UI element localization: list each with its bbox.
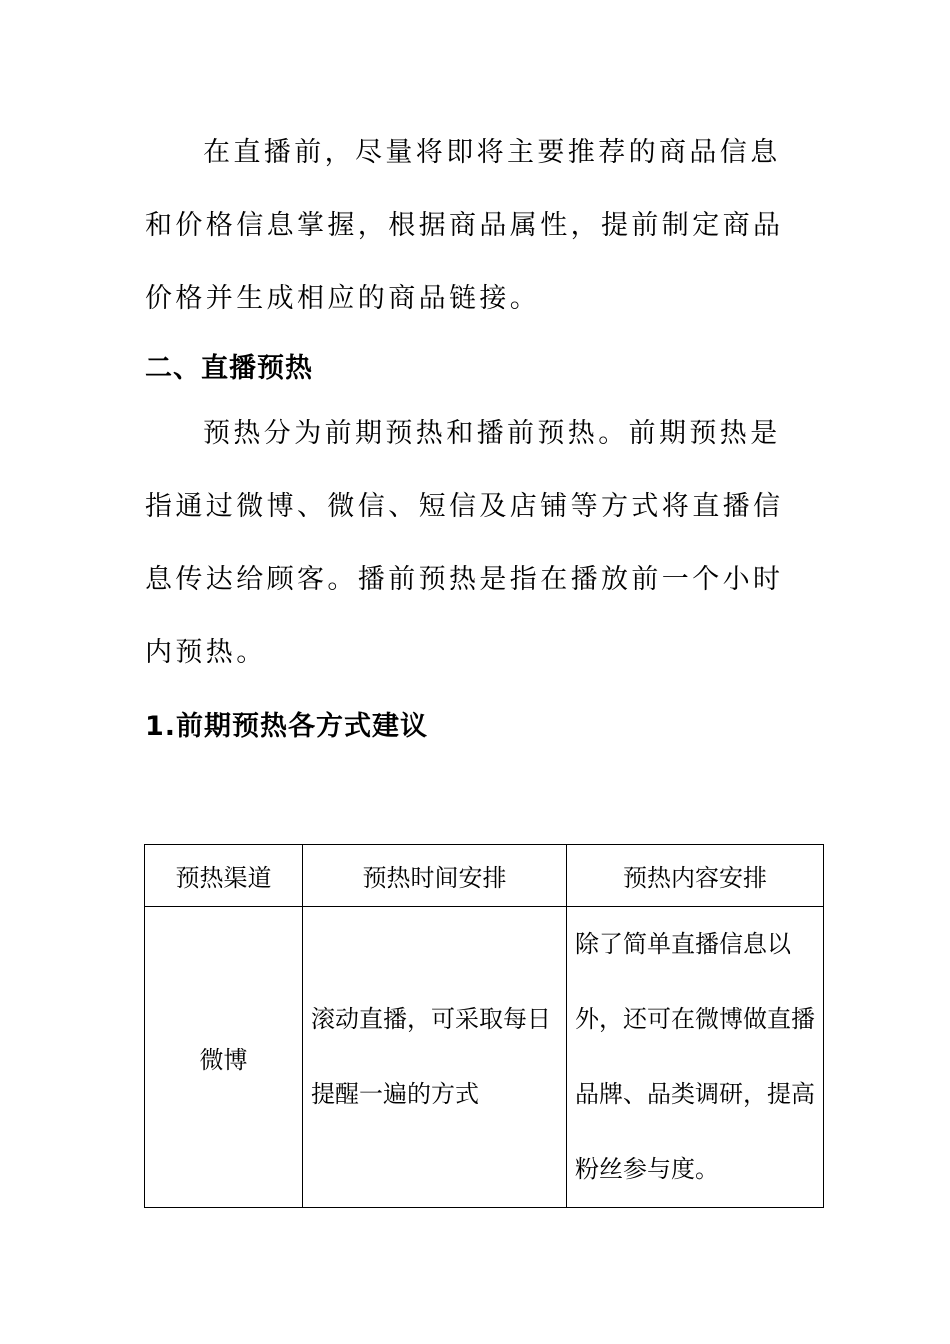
cell-timing	[303, 907, 567, 1208]
subheading-early-warmup-suggestions: 1.前期预热各方式建议	[145, 711, 429, 742]
cell-content	[567, 907, 824, 1208]
table-header-row	[145, 845, 824, 907]
section-heading-livestream-warmup: 二、直播预热	[145, 353, 313, 384]
paragraph-warmup-definition: 预热分为前期预热和播前预热。前期预热是指通过微博、微信、短信及店铺等方式将直播信息传达给顾客。播前预热是指在播放前一个小时内预热。	[145, 418, 784, 668]
warmup-plan-table	[144, 844, 824, 1208]
paragraph-pricing-prep: 在直播前，尽量将即将主要推荐的商品信息和价格信息掌握，根据商品属性，提前制定商品价格并生成相应的商品链接。	[145, 137, 784, 314]
cell-channel: 微博	[145, 907, 303, 1208]
table-row	[145, 907, 824, 1208]
cell-content-text: 除了简单直播信息以外，还可在微博做直播品牌、品类调研，提高粉丝参与度。	[575, 930, 815, 1183]
header-timing: 预热时间安排	[303, 845, 567, 907]
header-channel: 预热渠道	[145, 845, 303, 907]
header-content: 预热内容安排	[567, 845, 824, 907]
cell-timing-text: 滚动直播，可采取每日提醒一遍的方式	[311, 1005, 551, 1108]
